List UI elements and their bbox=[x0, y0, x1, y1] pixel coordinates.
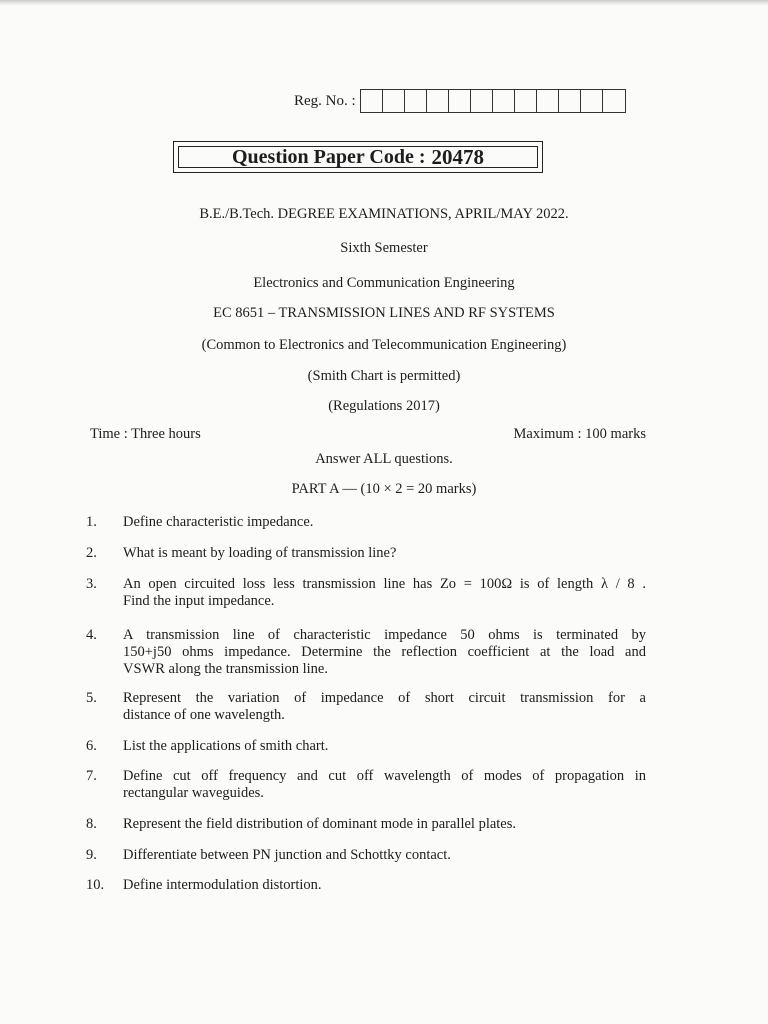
question-item bbox=[86, 768, 646, 802]
question-text-line: Define characteristic impedance. bbox=[123, 514, 314, 530]
question-text-line: VSWR along the transmission line. bbox=[123, 661, 328, 677]
question-item bbox=[86, 576, 646, 610]
reg-number-box bbox=[361, 90, 383, 112]
question-paper-code-box bbox=[173, 141, 543, 173]
reg-number-box bbox=[559, 90, 581, 112]
question-text bbox=[123, 768, 646, 802]
question-number: 1. bbox=[86, 514, 97, 530]
department: Electronics and Communication Engineering bbox=[253, 275, 515, 291]
question-item bbox=[86, 847, 646, 864]
reg-number-box bbox=[405, 90, 427, 112]
reg-number-box bbox=[581, 90, 603, 112]
question-text-line: List the applications of smith chart. bbox=[123, 738, 329, 754]
question-item bbox=[86, 627, 646, 678]
question-number: 6. bbox=[86, 738, 97, 754]
question-text-line: Differentiate between PN junction and Schottky contact. bbox=[123, 847, 451, 863]
question-number: 10. bbox=[86, 877, 105, 893]
instruction: Answer ALL questions. bbox=[315, 451, 453, 467]
maximum-marks: Maximum : 100 marks bbox=[513, 426, 646, 442]
question-item bbox=[86, 690, 646, 724]
question-text bbox=[123, 877, 646, 894]
question-text-line: 150+j50 ohms impedance. Determine the reflection coefficient at the load and bbox=[123, 644, 646, 660]
question-paper-code-label: Question Paper Code : bbox=[231, 145, 426, 168]
course-title: EC 8651 – TRANSMISSION LINES AND RF SYSTEMS bbox=[213, 305, 555, 321]
reg-number-box bbox=[427, 90, 449, 112]
question-text bbox=[123, 545, 646, 562]
question-text-line: What is meant by loading of transmission line? bbox=[123, 545, 397, 561]
reg-number-box bbox=[537, 90, 559, 112]
question-item bbox=[86, 877, 646, 894]
question-text bbox=[123, 627, 646, 678]
reg-number-box bbox=[449, 90, 471, 112]
reg-number-box bbox=[493, 90, 515, 112]
question-number: 8. bbox=[86, 816, 97, 832]
semester: Sixth Semester bbox=[340, 240, 428, 256]
question-text-line: Represent the variation of impedance of short circuit transmission for a bbox=[123, 690, 646, 706]
question-text-line: Define intermodulation distortion. bbox=[123, 877, 322, 893]
question-item bbox=[86, 738, 646, 755]
question-text-line: Represent the field distribution of dominant mode in parallel plates. bbox=[123, 816, 517, 832]
question-text bbox=[123, 514, 646, 531]
question-text-line: Find the input impedance. bbox=[123, 593, 275, 609]
question-text bbox=[123, 816, 646, 833]
question-paper-code-number: 20478 bbox=[431, 144, 484, 169]
question-text-line: rectangular waveguides. bbox=[123, 785, 264, 801]
question-number: 2. bbox=[86, 545, 97, 561]
question-number: 5. bbox=[86, 690, 97, 706]
question-item bbox=[86, 816, 646, 833]
question-text-line: An open circuited loss less transmission line has Zo = 100Ω is of length λ / 8 . bbox=[123, 576, 646, 592]
question-item bbox=[86, 545, 646, 562]
question-text bbox=[123, 847, 646, 864]
question-text bbox=[123, 690, 646, 724]
reg-number-label: Reg. No. : bbox=[294, 92, 356, 109]
question-number: 3. bbox=[86, 576, 97, 592]
regulations: (Regulations 2017) bbox=[328, 398, 440, 414]
reg-number-field bbox=[294, 89, 626, 113]
common-to-note: (Common to Electronics and Telecommunication Engineering) bbox=[201, 337, 567, 353]
reg-number-box bbox=[383, 90, 405, 112]
question-text bbox=[123, 576, 646, 610]
smith-chart-note: (Smith Chart is permitted) bbox=[307, 368, 461, 384]
scan-top-edge bbox=[0, 0, 768, 6]
reg-number-boxes bbox=[360, 89, 626, 113]
question-number: 7. bbox=[86, 768, 97, 784]
question-text bbox=[123, 738, 646, 755]
question-number: 4. bbox=[86, 627, 97, 643]
question-text-line: A transmission line of characteristic impedance 50 ohms is terminated by bbox=[123, 627, 646, 643]
question-text-line: distance of one wavelength. bbox=[123, 707, 285, 723]
part-a-heading: PART A — (10 × 2 = 20 marks) bbox=[291, 481, 477, 497]
reg-number-box bbox=[603, 90, 625, 112]
question-item bbox=[86, 514, 646, 531]
question-text-line: Define cut off frequency and cut off wavelength of modes of propagation in bbox=[123, 768, 646, 784]
reg-number-box bbox=[471, 90, 493, 112]
exam-duration: Time : Three hours bbox=[90, 426, 201, 442]
reg-number-box bbox=[515, 90, 537, 112]
question-number: 9. bbox=[86, 847, 97, 863]
exam-title: B.E./B.Tech. DEGREE EXAMINATIONS, APRIL/MAY 2022. bbox=[199, 206, 569, 222]
